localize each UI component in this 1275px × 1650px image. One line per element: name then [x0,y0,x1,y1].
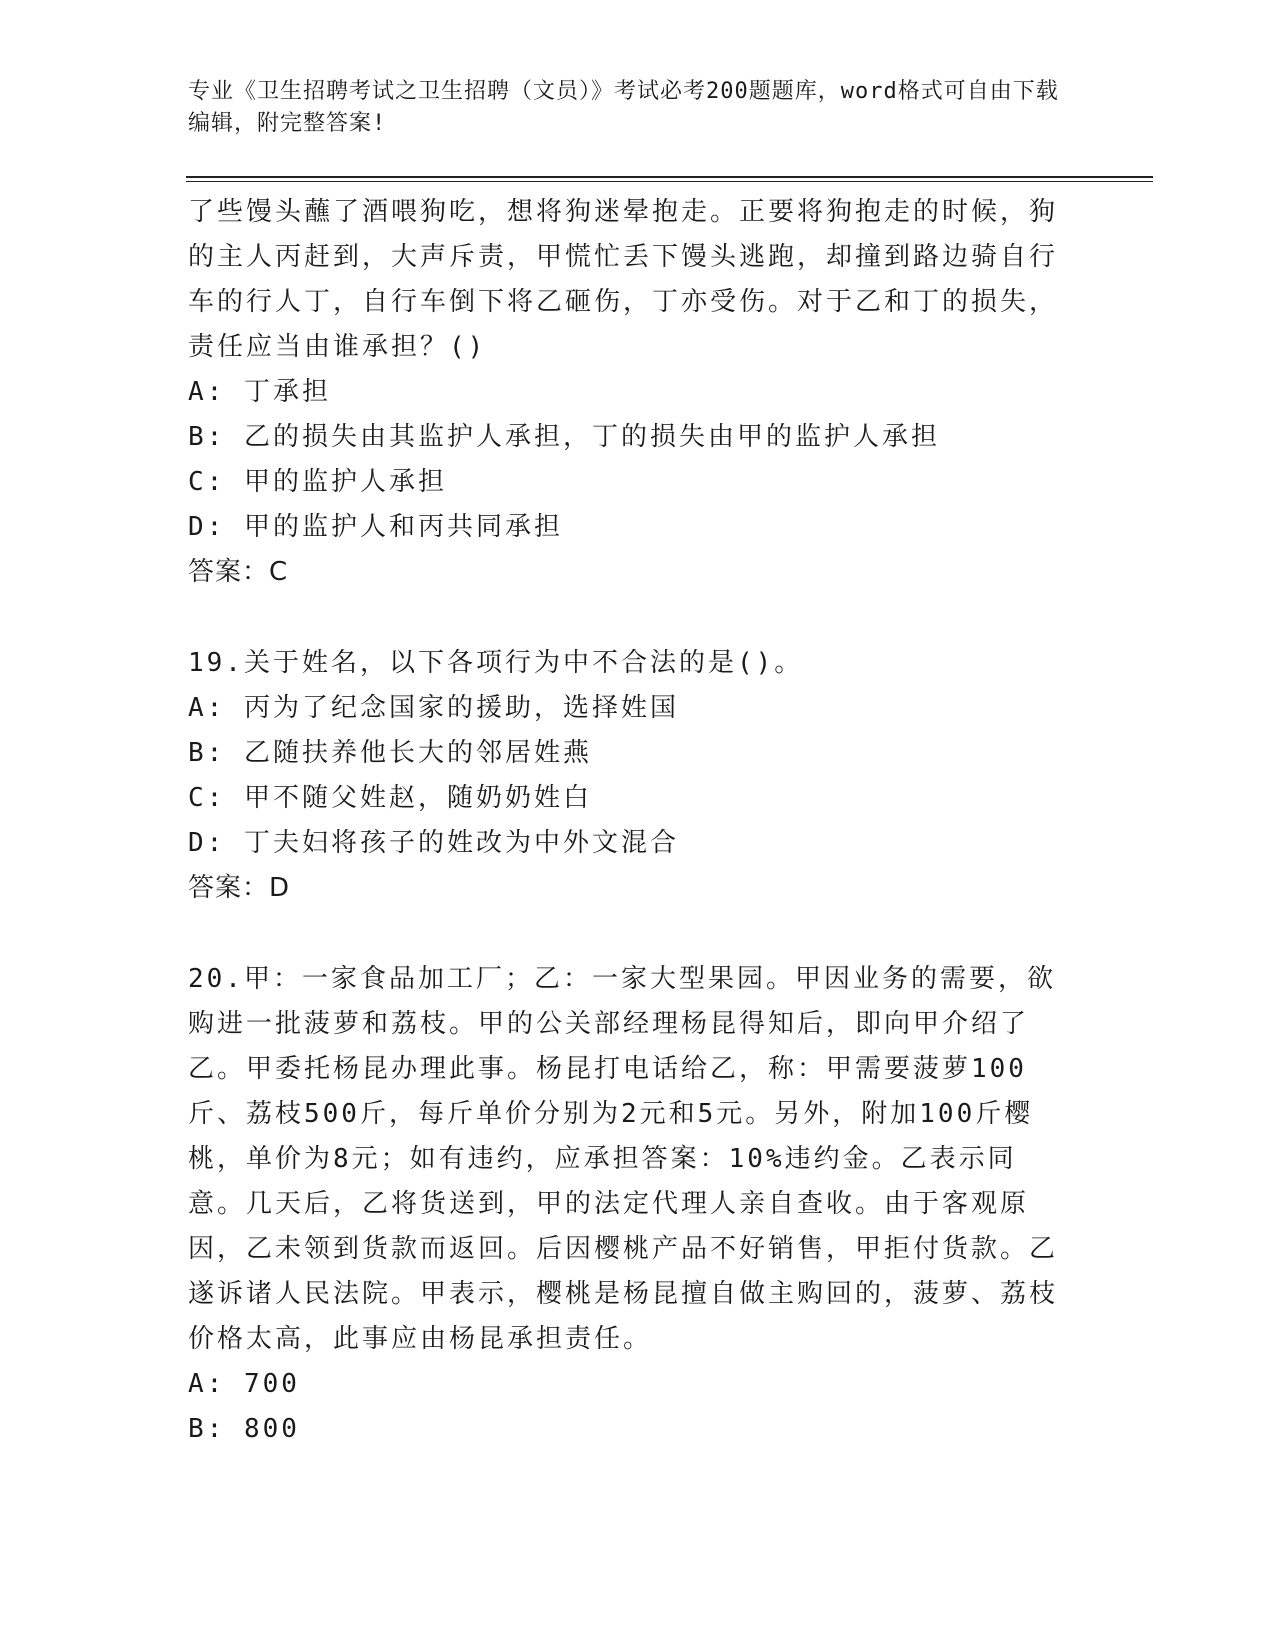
option-a: A: 丙为了纪念国家的援助，选择姓国 [188,693,679,723]
question-stem: 20.甲：一家食品加工厂；乙：一家大型果园。甲因业务的需要，欲购进一批菠萝和荔枝。甲的公关部经理杨昆得知后，即向甲介绍了乙。甲委托杨昆办理此事。杨昆打电话给乙，称：甲需要菠萝100斤、荔枝500斤，每斤单价分别为2元和5元。另外，附加100斤樱桃，单价为8元；如有违约，应承担答案：10%违约金。乙表示同意。几天后，乙将货送到，甲的法定代理人亲自查收。由于客观原因，乙未领到货款而返回。后因樱桃产品不好销售，甲拒付货款。乙遂诉诸人民法院。甲表示，樱桃是杨昆擅自做主购回的，菠萝、荔枝价格太高，此事应由杨昆承担责任。 [188,964,1059,1354]
question-stem: 19.关于姓名，以下各项行为中不合法的是()。 [188,648,804,678]
header-divider-bottom [186,181,1153,182]
question-stem: 了些馒头蘸了酒喂狗吃，想将狗迷晕抱走。正要将狗抱走的时候，狗的主人丙赶到，大声斥责，甲慌忙丢下馒头逃跑，却撞到路边骑自行车的行人丁，自行车倒下将乙砸伤，丁亦受伤。对于乙和丁的损失，责任应当由谁承担？() [188,197,1059,362]
spacer [188,595,1068,641]
document-body [188,190,1068,1452]
answer: 答案：D [188,873,291,903]
question-19 [188,641,1068,911]
option-b: B: 800 [188,1414,300,1444]
question-20 [188,957,1068,1452]
option-b: B: 乙随扶养他长大的邻居姓燕 [188,738,592,768]
header-divider-top [186,176,1153,178]
question-18 [188,190,1068,595]
option-d: D: 丁夫妇将孩子的姓改为中外文混合 [188,828,679,858]
document-header: 专业《卫生招聘考试之卫生招聘（文员）》考试必考200题题库，word格式可自由下载编辑，附完整答案! [188,79,1059,136]
option-a: A: 丁承担 [188,377,331,407]
option-c: C: 甲的监护人承担 [188,467,447,497]
option-a: A: 700 [188,1369,300,1399]
option-b: B: 乙的损失由其监护人承担，丁的损失由甲的监护人承担 [188,422,940,452]
answer: 答案：C [188,557,289,587]
spacer [188,911,1068,957]
option-d: D: 甲的监护人和丙共同承担 [188,512,563,542]
option-c: C: 甲不随父姓赵，随奶奶姓白 [188,783,592,813]
